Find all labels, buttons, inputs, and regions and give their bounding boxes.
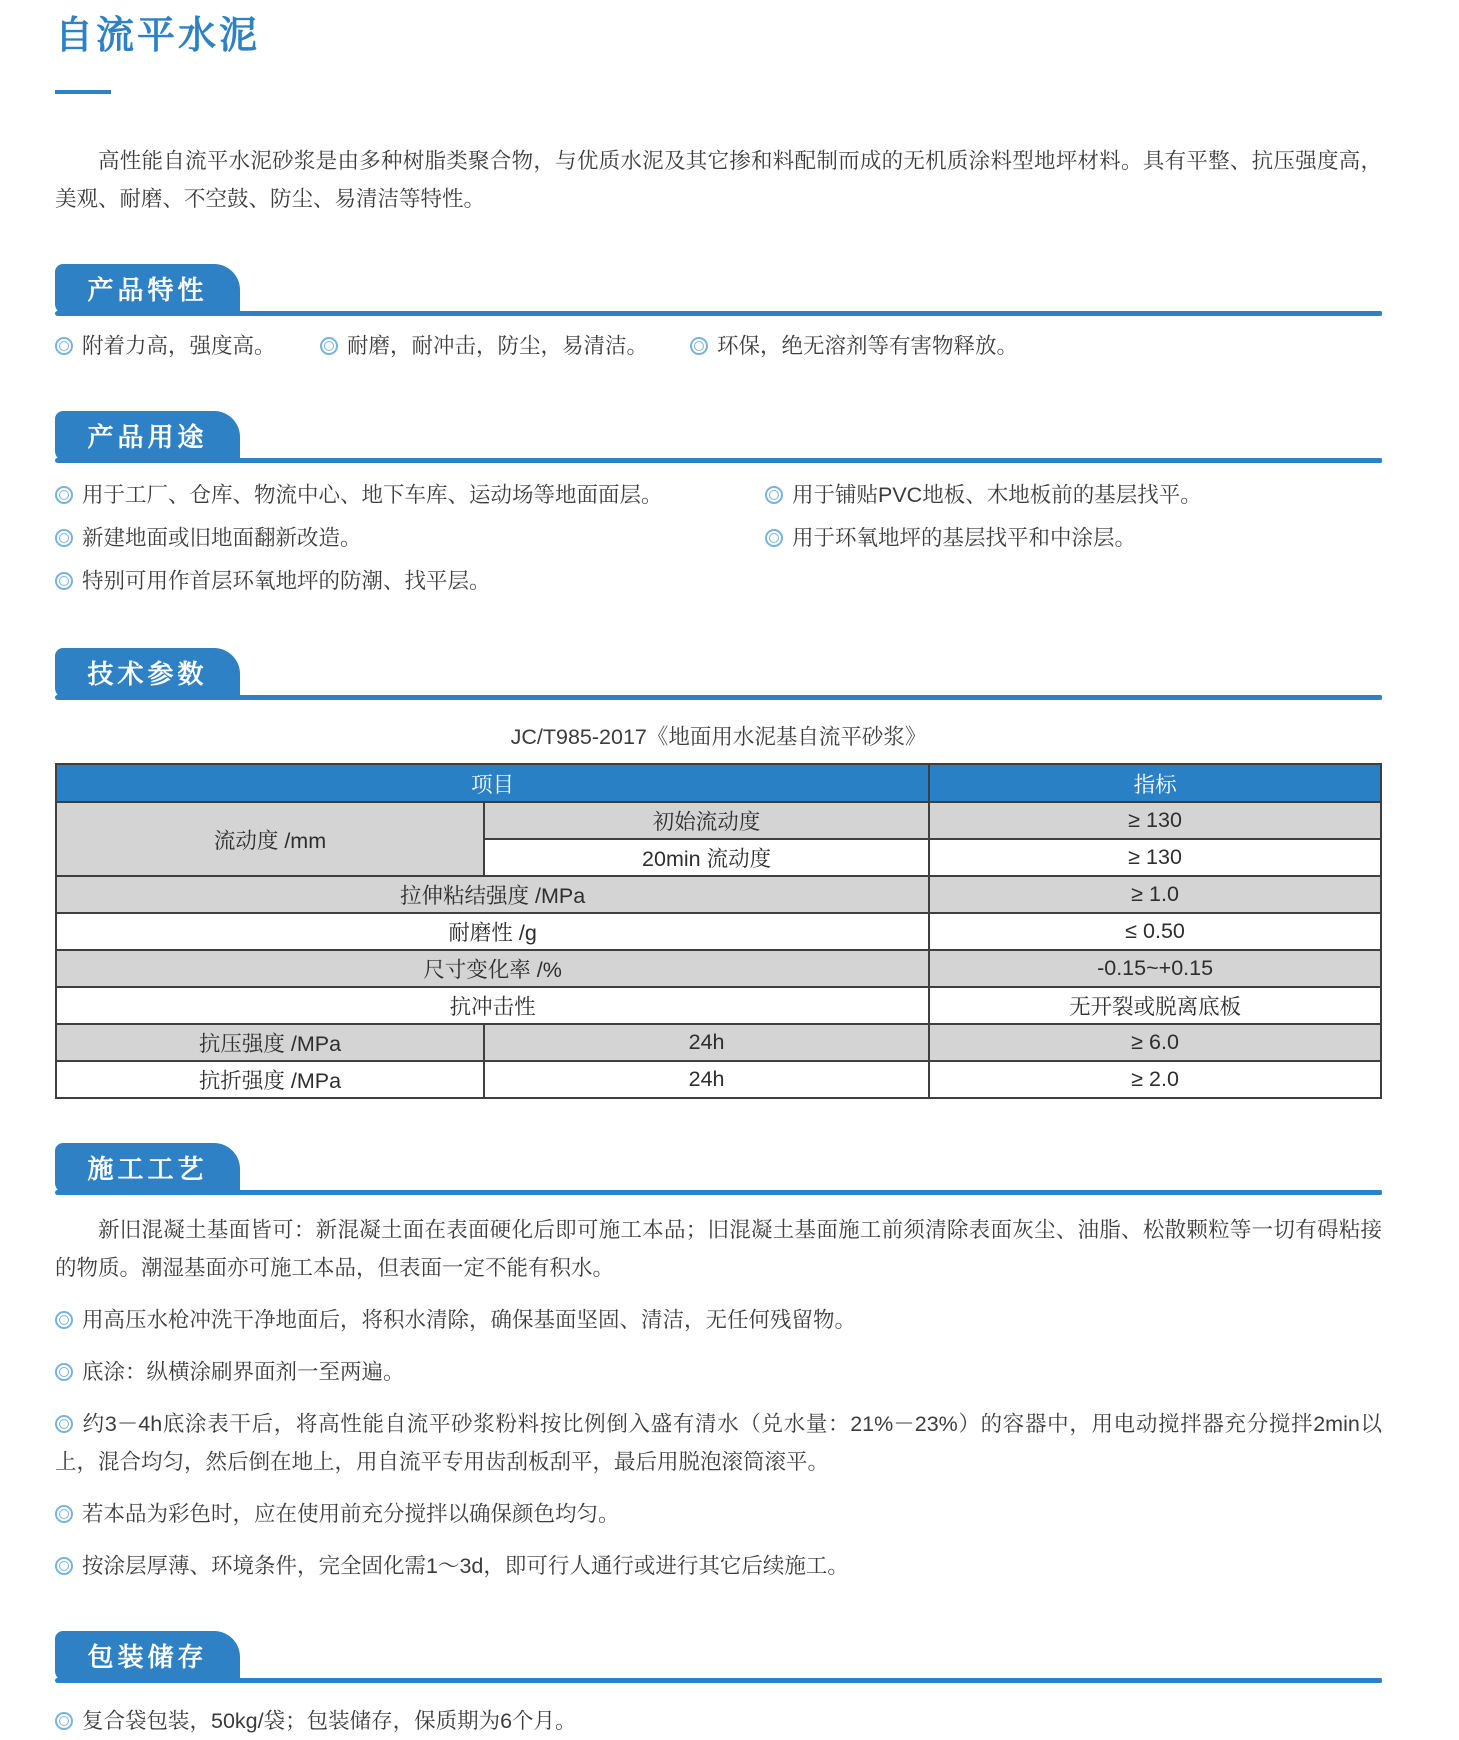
list-item bbox=[55, 563, 765, 599]
double-circle-icon bbox=[765, 486, 783, 504]
section-parameters bbox=[55, 648, 1382, 1099]
uses-list-left bbox=[55, 477, 765, 606]
table-cell: -0.15~+0.15 bbox=[929, 950, 1381, 987]
table-cell: ≥ 130 bbox=[929, 802, 1381, 839]
list-item-text: 用高压水枪冲洗干净地面后，将积水清除，确保基面坚固、清洁，无任何残留物。 bbox=[82, 1308, 857, 1332]
list-item-text: 耐磨，耐冲击，防尘，易清洁。 bbox=[347, 334, 649, 358]
table-cell: ≥ 2.0 bbox=[929, 1061, 1381, 1098]
list-item bbox=[55, 477, 765, 513]
section-heading-packaging bbox=[55, 1631, 1382, 1683]
list-item-text: 约3－4h底涂表干后，将高性能自流平砂浆粉料按比例倒入盛有清水（兑水量：21%－23%）的容器中，用电动搅拌器充分搅拌2min以上，混合均匀，然后倒在地上，用自流平专用齿刮板刮平，最后用脱泡滚筒滚平。 bbox=[55, 1412, 1382, 1474]
double-circle-icon bbox=[55, 572, 73, 590]
features-list bbox=[55, 328, 1382, 365]
table-row bbox=[56, 876, 1381, 913]
list-item bbox=[55, 1301, 1382, 1339]
double-circle-icon bbox=[55, 529, 73, 547]
table-row bbox=[56, 802, 1381, 839]
table-cell: 20min 流动度 bbox=[484, 839, 929, 876]
list-item-text: 底涂：纵横涂刷界面剂一至两遍。 bbox=[82, 1360, 405, 1384]
double-circle-icon bbox=[55, 1415, 73, 1433]
table-cell: 尺寸变化率 /% bbox=[56, 950, 929, 987]
intro-paragraph: 高性能自流平水泥砂浆是由多种树脂类聚合物，与优质水泥及其它掺和料配制而成的无机质涂料型地坪材料。具有平整、抗压强度高，美观、耐磨、不空鼓、防尘、易清洁等特性。 bbox=[55, 149, 1382, 211]
section-packaging bbox=[55, 1631, 1382, 1740]
table-header-index: 指标 bbox=[929, 764, 1381, 802]
table-cell: 抗压强度 /MPa bbox=[56, 1024, 484, 1061]
list-item bbox=[55, 1703, 1382, 1740]
double-circle-icon bbox=[55, 1712, 73, 1730]
table-cell: 耐磨性 /g bbox=[56, 913, 929, 950]
heading-tab: 包装储存 bbox=[55, 1631, 240, 1681]
section-uses bbox=[55, 411, 1382, 606]
table-row bbox=[56, 950, 1381, 987]
table-row bbox=[56, 913, 1381, 950]
list-item bbox=[55, 1495, 1382, 1533]
table-row bbox=[56, 1061, 1381, 1098]
process-intro-paragraph: 新旧混凝土基面皆可：新混凝土面在表面硬化后即可施工本品；旧混凝土基面施工前须清除表面灰尘、油脂、松散颗粒等一切有碍粘接的物质。潮湿基面亦可施工本品，但表面一定不能有积水。 bbox=[55, 1218, 1382, 1280]
section-process bbox=[55, 1143, 1382, 1585]
section-heading-parameters bbox=[55, 648, 1382, 700]
section-heading-features bbox=[55, 264, 1382, 316]
heading-rule bbox=[55, 695, 1382, 700]
list-item bbox=[690, 328, 1382, 365]
heading-tab: 施工工艺 bbox=[55, 1143, 240, 1193]
table-cell: 拉伸粘结强度 /MPa bbox=[56, 876, 929, 913]
heading-rule bbox=[55, 1678, 1382, 1683]
spec-table bbox=[55, 763, 1382, 1099]
table-cell: 无开裂或脱离底板 bbox=[929, 987, 1381, 1024]
list-item-text: 特别可用作首层环氧地坪的防潮、找平层。 bbox=[82, 569, 491, 593]
heading-rule bbox=[55, 1190, 1382, 1195]
section-heading-uses bbox=[55, 411, 1382, 463]
table-header-project: 项目 bbox=[56, 764, 929, 802]
double-circle-icon bbox=[320, 337, 338, 355]
table-cell: 抗折强度 /MPa bbox=[56, 1061, 484, 1098]
list-item-text: 用于铺贴PVC地板、木地板前的基层找平。 bbox=[792, 483, 1202, 507]
table-cell: 流动度 /mm bbox=[56, 802, 484, 876]
list-item bbox=[55, 328, 320, 365]
double-circle-icon bbox=[55, 486, 73, 504]
table-cell: ≥ 1.0 bbox=[929, 876, 1381, 913]
table-header-row bbox=[56, 764, 1381, 802]
list-item-text: 环保，绝无溶剂等有害物释放。 bbox=[717, 334, 1019, 358]
list-item bbox=[55, 1353, 1382, 1391]
heading-tab: 产品用途 bbox=[55, 411, 240, 461]
heading-tab: 技术参数 bbox=[55, 648, 240, 698]
process-list bbox=[55, 1301, 1382, 1585]
list-item bbox=[320, 328, 690, 365]
double-circle-icon bbox=[690, 337, 708, 355]
list-item-text: 用于工厂、仓库、物流中心、地下车库、运动场等地面面层。 bbox=[82, 483, 663, 507]
list-item bbox=[765, 520, 1382, 556]
datasheet-page bbox=[55, 0, 1382, 1740]
section-heading-process bbox=[55, 1143, 1382, 1195]
double-circle-icon bbox=[55, 337, 73, 355]
page-title: 自流平水泥 bbox=[55, 15, 261, 57]
list-item-text: 复合袋包装，50kg/袋；包装储存，保质期为6个月。 bbox=[82, 1709, 577, 1733]
table-row bbox=[56, 987, 1381, 1024]
double-circle-icon bbox=[55, 1363, 73, 1381]
list-item bbox=[55, 1405, 1382, 1481]
double-circle-icon bbox=[55, 1505, 73, 1523]
list-item bbox=[765, 477, 1382, 513]
table-row bbox=[56, 1024, 1381, 1061]
table-cell: ≤ 0.50 bbox=[929, 913, 1381, 950]
table-cell: 初始流动度 bbox=[484, 802, 929, 839]
uses-list-right bbox=[765, 477, 1382, 606]
list-item-text: 按涂层厚薄、环境条件，完全固化需1～3d，即可行人通行或进行其它后续施工。 bbox=[82, 1554, 849, 1578]
uses-columns bbox=[55, 477, 1382, 606]
list-item-text: 新建地面或旧地面翻新改造。 bbox=[82, 526, 362, 550]
table-cell: ≥ 6.0 bbox=[929, 1024, 1381, 1061]
table-cell: 24h bbox=[484, 1061, 929, 1098]
list-item bbox=[55, 520, 765, 556]
table-cell: 24h bbox=[484, 1024, 929, 1061]
packaging-list bbox=[55, 1703, 1382, 1740]
list-item-text: 若本品为彩色时，应在使用前充分搅拌以确保颜色均匀。 bbox=[82, 1502, 620, 1526]
list-item-text: 用于环氧地坪的基层找平和中涂层。 bbox=[792, 526, 1137, 550]
double-circle-icon bbox=[765, 529, 783, 547]
list-item bbox=[55, 1547, 1382, 1585]
heading-rule bbox=[55, 311, 1382, 316]
list-item-text: 附着力高，强度高。 bbox=[82, 334, 276, 358]
double-circle-icon bbox=[55, 1557, 73, 1575]
title-underline bbox=[55, 90, 111, 94]
table-caption: JC/T985-2017《地面用水泥基自流平砂浆》 bbox=[510, 725, 927, 749]
double-circle-icon bbox=[55, 1311, 73, 1329]
heading-rule bbox=[55, 458, 1382, 463]
table-cell: ≥ 130 bbox=[929, 839, 1381, 876]
heading-tab: 产品特性 bbox=[55, 264, 240, 314]
table-cell: 抗冲击性 bbox=[56, 987, 929, 1024]
section-features bbox=[55, 264, 1382, 365]
